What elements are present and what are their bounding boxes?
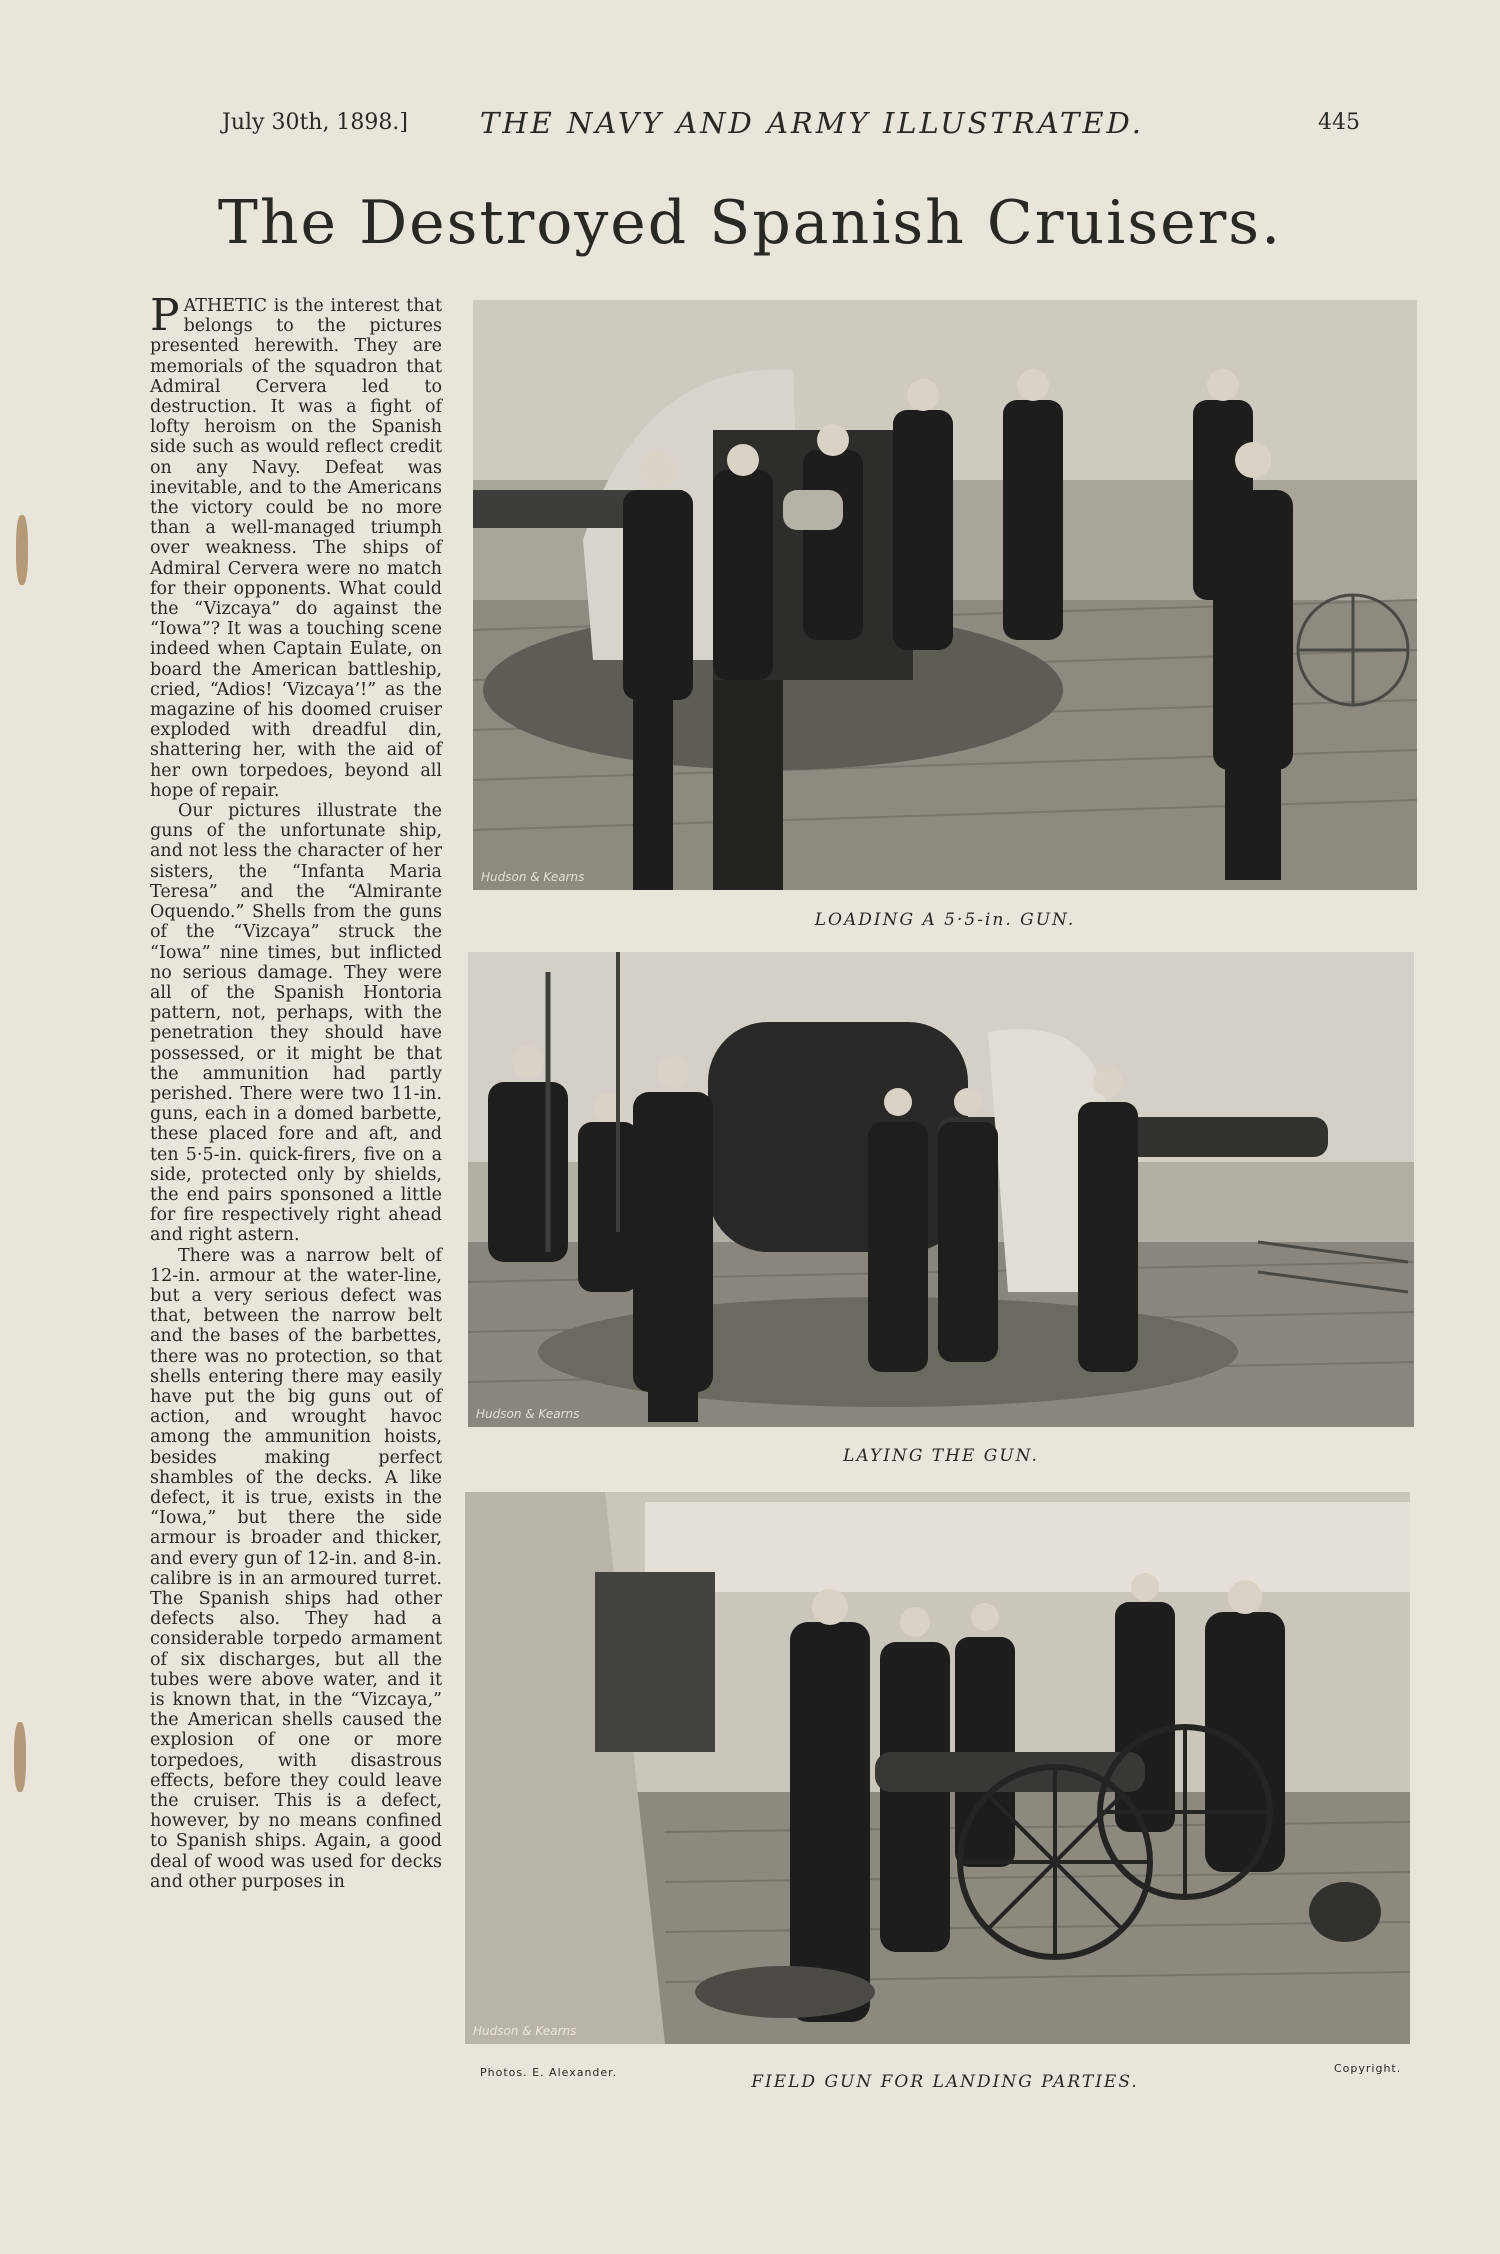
photo-credit: Photos. E. Alexander. <box>480 2066 618 2079</box>
page-number: 445 <box>1318 110 1360 135</box>
paragraph-text: ATHETIC is the interest that belongs to the pictures presented herewith. They are memorials of the squadron that Admiral Cervera led to destruction. It was a fight of lofty heroism on the Spanish side such as would reflect credit on any Navy. Defeat was inevitable, and to the Americans the victory could be no more than a well-managed triumph over weakness. The ships of Admiral Cervera were no match for their opponents. What could the “Vizcaya” do against the “Iowa”? It was a touching scene indeed when Captain Eulate, on board the American battleship, cried, “Adios! ‘Vizcaya’!” as the magazine of his doomed cruiser exploded with dreadful din, shattering her, with the aid of her own torpedoes, beyond all hope of repair. <box>150 296 442 801</box>
article-paragraph <box>150 290 442 801</box>
margin-stain-lower <box>14 1722 26 1792</box>
publication-title: THE NAVY AND ARMY ILLUSTRATED. <box>480 106 1144 140</box>
running-header <box>210 106 1360 146</box>
caption-laying-gun: LAYING THE GUN. <box>843 1446 1039 1466</box>
photo-watermark: Hudson & Kearns <box>473 2024 577 2038</box>
issue-date: July 30th, 1898.] <box>222 110 409 135</box>
article-title: The Destroyed Spanish Cruisers. <box>217 188 1283 258</box>
photo-loading-gun-image <box>473 300 1417 890</box>
caption-field-gun: FIELD GUN FOR LANDING PARTIES. <box>751 2072 1139 2092</box>
article-paragraph: There was a narrow belt of 12-in. armour at the water-line, but a very serious defect was that, between the narrow belt and the bases of the barbettes, there was no protection, so that shells entering there may easily have put the big guns out of action, and wrought havoc among the ammunition hoists, besides making perfect shambles of the decks. A like defect, it is true, exists in the “Iowa,” but there the side armour is broader and thicker, and every gun of 12-in. and 8-in. calibre is in an armoured turret. The Spanish ships had other defects also. They had a considerable torpedo armament of six discharges, but all the tubes were above water, and it is known that, in the “Vizcaya,” the American shells caused the explosion of one or more torpedoes, with disastrous effects, before they could leave the cruiser. This is a defect, however, by no means confined to Spanish ships. Again, a good deal of wood was used for decks and other purposes in <box>150 1245 442 1892</box>
article-paragraph: Our pictures illustrate the guns of the unfortunate ship, and not less the character of her sisters, the “Infanta Maria Teresa” and the “Almirante Oquendo.” Shells from the guns of the “Vizcaya” struck the “Iowa” nine times, but inflicted no serious damage. They were all of the Spanish Hontoria pattern, not, perhaps, with the penetration they should have possessed, or it might be that the ammunition had partly perished. There were two 11-in. guns, each in a domed barbette, these placed fore and aft, and ten 5·5-in. quick-firers, five on a side, protected only by shields, the end pairs sponsoned a little for fire respectively right ahead and right astern. <box>150 801 442 1246</box>
photo-watermark: Hudson & Kearns <box>481 870 585 884</box>
drop-cap: P <box>150 290 180 341</box>
photo-field-gun <box>465 1492 1410 2044</box>
photo-loading-gun <box>473 300 1417 890</box>
margin-stain-upper <box>16 515 28 585</box>
photo-field-gun-image <box>465 1492 1410 2044</box>
photo-laying-gun-image <box>468 952 1414 1427</box>
article-body <box>150 290 442 1892</box>
copyright-notice: Copyright. <box>1334 2062 1402 2075</box>
caption-loading-gun: LOADING A 5·5-in. GUN. <box>814 910 1076 930</box>
photo-watermark: Hudson & Kearns <box>476 1407 580 1421</box>
photo-laying-gun <box>468 952 1414 1427</box>
